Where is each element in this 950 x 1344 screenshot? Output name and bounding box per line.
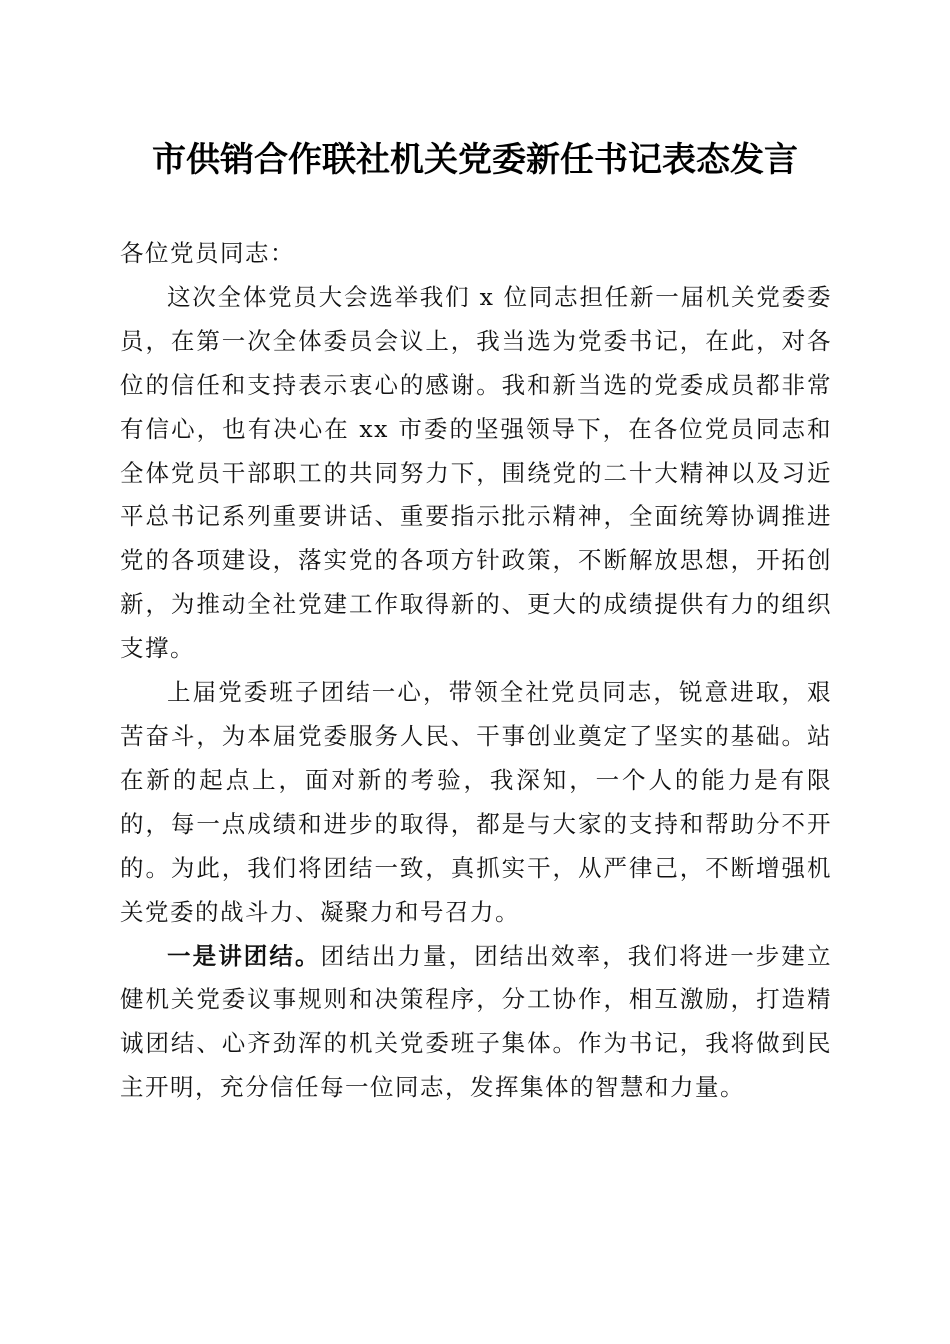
paragraph-2-text: 上届党委班子团结一心，带领全社党员同志，锐意进取，艰苦奋斗，为本届党委服务人民、干事创业奠定了坚实的基础。站在新的起点上，面对新的考验，我深知，一个人的能力是有限的，每一点成绩和进步的取得，都是与大家的支持和帮助分不开的。为此，我们将团结一致，真抓实干，从严律己，不断增强机关党委的战斗力、凝聚力和号召力。: [120, 678, 832, 926]
salutation: 各位党员同志：: [120, 239, 295, 267]
paragraph-3: [120, 935, 832, 1111]
paragraph-3-lead: 一是讲团结。: [167, 941, 321, 970]
document-body: [120, 232, 832, 1110]
paragraph-2: [120, 671, 832, 934]
document-title: 市供销合作联社机关党委新任书记表态发言: [152, 140, 798, 180]
paragraph-3-text: 团结出力量，团结出效率，我们将进一步建立健机关党委议事规则和决策程序，分工协作，相互激励，打造精诚团结、心齐劲浑的机关党委班子集体。作为书记，我将做到民主开明，充分信任每一位同志，发挥集体的智慧和力量。: [120, 941, 833, 1102]
paragraph-1: [120, 276, 832, 671]
paragraph-1-text: 这次全体党员大会选举我们 x 位同志担任新一届机关党委委员，在第一次全体委员会议上，我当选为党委书记，在此，对各位的信任和支持表示衷心的感谢。我和新当选的党委成员都非常有信心，也有决心在 xx 市委的坚强领导下，在各位党员同志和全体党员干部职工的共同努力下，围绕党的二十大精神以及习近平总书记系列重要讲话、重要指示批示精神，全面统筹协调推进党的各项建设，落实党的各项方针政策，不断解放思想，开拓创新，为推动全社党建工作取得新的、更大的成绩提供有力的组织支撑。: [120, 282, 832, 663]
